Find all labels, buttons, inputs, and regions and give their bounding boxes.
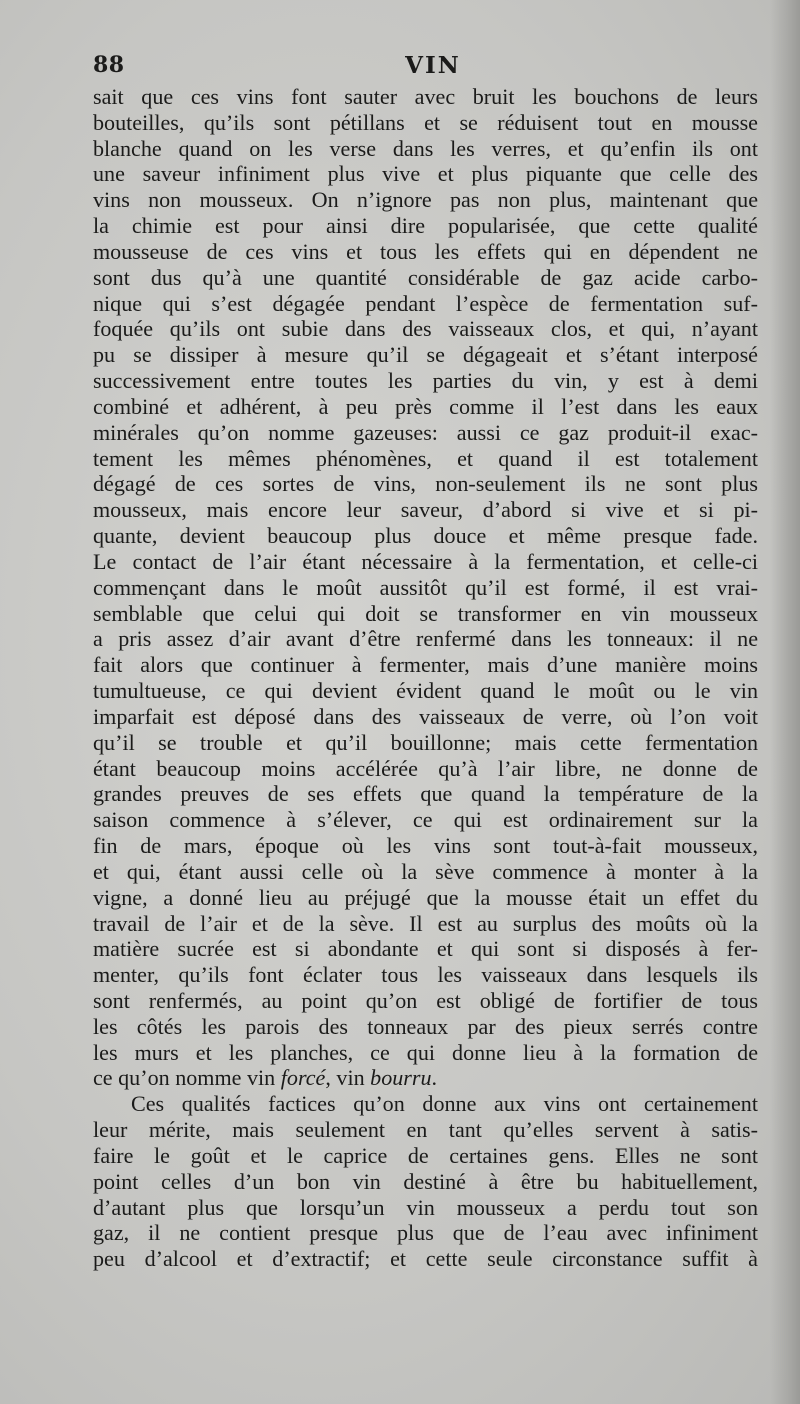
text-line: les côtés les parois des tonneaux par des pieux serrés contre <box>93 1013 758 1039</box>
text-line: matière sucrée est si abondante et qui sont si disposés à fer- <box>93 936 758 962</box>
text-line: a pris assez d’air avant d’être renfermé dans les tonneaux: il ne <box>93 626 758 652</box>
text-line: menter, qu’ils font éclater tous les vaisseaux dans lesquels ils <box>93 962 758 988</box>
text-line: leur mérite, mais seulement en tant qu’elles servent à satis- <box>93 1117 758 1143</box>
italic-term-bourru: bourru <box>370 1065 432 1091</box>
paragraph-final-line <box>93 1065 758 1091</box>
text-line: fin de mars, époque où les vins sont tout-à-fait mousseux, <box>93 833 758 859</box>
text-line: successivement entre toutes les parties du vin, y est à demi <box>93 368 758 394</box>
paragraph-first-line: Ces qualités factices qu’on donne aux vins ont certainement <box>131 1091 758 1117</box>
text-line: la chimie est pour ainsi dire popularisée, que cette qualité <box>93 213 758 239</box>
text-line: mousseux, mais encore leur saveur, d’abord si vive et si pi- <box>93 497 758 523</box>
text-line: point celles d’un bon vin destiné à être bu habituellement, <box>93 1168 758 1194</box>
text-line: commençant dans le moût aussitôt qu’il est formé, il est vrai- <box>93 574 758 600</box>
text-line: grandes preuves de ses effets que quand la température de la <box>93 781 758 807</box>
text-line: blanche quand on les verse dans les verres, et qu’enfin ils ont <box>93 135 758 161</box>
line-text: , vin <box>325 1065 371 1091</box>
text-line: semblable que celui qui doit se transformer en vin mousseux <box>93 600 758 626</box>
body-text <box>93 84 758 1272</box>
text-line: les murs et les planches, ce qui donne lieu à la formation de <box>93 1039 758 1065</box>
text-line: sont dus qu’à une quantité considérable de gaz acide carbo- <box>93 264 758 290</box>
text-line: imparfait est déposé dans des vaisseaux de verre, où l’on voit <box>93 703 758 729</box>
text-line: étant beaucoup moins accélérée qu’à l’air libre, ne donne de <box>93 755 758 781</box>
text-line: et qui, étant aussi celle où la sève commence à monter à la <box>93 858 758 884</box>
text-line: bouteilles, qu’ils sont pétillans et se réduisent tout en mousse <box>93 109 758 135</box>
page-gutter-shadow <box>770 0 800 1404</box>
text-line: foquée qu’ils ont subie dans des vaisseaux clos, et qui, n’ayant <box>93 316 758 342</box>
text-line: Le contact de l’air étant nécessaire à la fermentation, et celle-ci <box>93 548 758 574</box>
text-line: sait que ces vins font sauter avec bruit les bouchons de leurs <box>93 84 758 109</box>
text-line: quante, devient beaucoup plus douce et même presque fade. <box>93 523 758 549</box>
text-line: tumultueuse, ce qui devient évident quand le moût ou le vin <box>93 678 758 704</box>
text-line: pu se dissiper à mesure qu’il se dégageait et s’étant interposé <box>93 342 758 368</box>
running-head: VIN <box>405 52 461 79</box>
text-line: vigne, a donné lieu au préjugé que la mousse était un effet du <box>93 884 758 910</box>
text-line: qu’il se trouble et qu’il bouillonne; mais cette fermentation <box>93 729 758 755</box>
text-line: gaz, il ne contient presque plus que de l’eau avec infiniment <box>93 1220 758 1246</box>
text-line: minérales qu’on nomme gazeuses: aussi ce gaz produit-il exac- <box>93 419 758 445</box>
text-line: vins non mousseux. On n’ignore pas non plus, maintenant que <box>93 187 758 213</box>
text-line: saison commence à s’élever, ce qui est ordinairement sur la <box>93 807 758 833</box>
text-line: nique qui s’est dégagée pendant l’espèce de fermentation suf- <box>93 290 758 316</box>
text-line: dégagé de ces sortes de vins, non-seulement ils ne sont plus <box>93 471 758 497</box>
text-line: tement les mêmes phénomènes, et quand il est totalement <box>93 445 758 471</box>
text-line: mousseuse de ces vins et tous les effets qui en dépendent ne <box>93 238 758 264</box>
line-text: . <box>431 1065 438 1091</box>
text-line: combiné et adhérent, à peu près comme il l’est dans les eaux <box>93 393 758 419</box>
text-line: fait alors que continuer à fermenter, mais d’une manière moins <box>93 652 758 678</box>
text-line: une saveur infiniment plus vive et plus piquante que celle des <box>93 161 758 187</box>
text-line: peu d’alcool et d’extractif; et cette seule circonstance suffit à <box>93 1246 758 1272</box>
text-line: sont renfermés, au point qu’on est obligé de fortifier de tous <box>93 987 758 1013</box>
page-number: 88 <box>93 52 125 78</box>
text-line: d’autant plus que lorsqu’un vin mousseux a perdu tout son <box>93 1194 758 1220</box>
text-line: travail de l’air et de la sève. Il est au surplus des moûts où la <box>93 910 758 936</box>
text-line: faire le goût et le caprice de certaines gens. Elles ne sont <box>93 1142 758 1168</box>
line-text: ce qu’on nomme vin <box>93 1065 281 1091</box>
italic-term-force: forcé <box>280 1065 326 1091</box>
page-header <box>93 52 760 86</box>
